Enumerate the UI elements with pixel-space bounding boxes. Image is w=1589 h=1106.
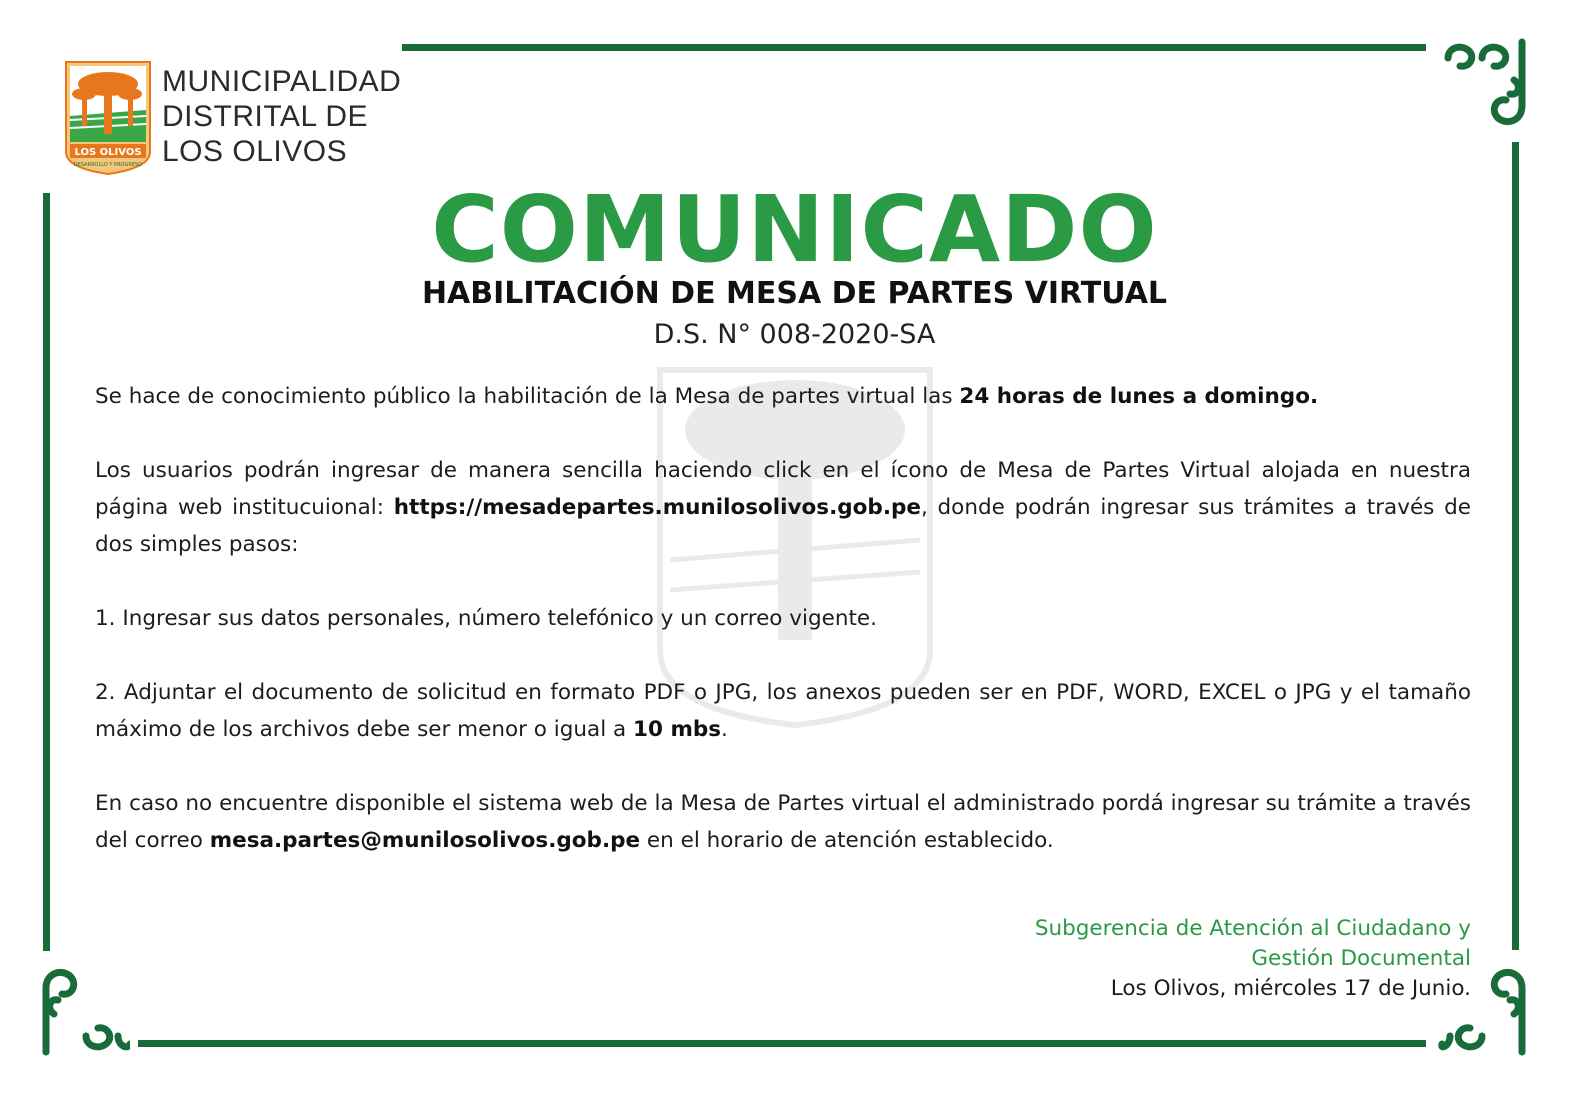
department-name: Subgerencia de Atención al Ciudadano y <box>1034 916 1471 941</box>
paragraph-text: Se hace de conocimiento público la habilitación de la Mesa de partes virtual las <box>95 384 960 409</box>
logo-text: LOS OLIVOS <box>74 147 142 158</box>
paragraph-text: en el horario de atención establecido. <box>640 828 1054 853</box>
municipality-name-line: MUNICIPALIDAD <box>162 65 402 98</box>
website-link[interactable]: https://mesadepartes.munilosolivos.gob.pe <box>393 495 921 520</box>
step-1 <box>95 600 1471 637</box>
step-text: . <box>721 717 728 742</box>
decree-number: D.S. N° 008-2020-SA <box>653 319 936 350</box>
notice-body <box>95 378 1471 896</box>
logo-tagline: DESARROLLO Y PROGRESO <box>73 162 143 168</box>
notice-title: COMUNICADO <box>431 176 1158 283</box>
municipality-name <box>162 64 401 169</box>
availability-hours: 24 horas de lunes a domingo. <box>959 384 1319 409</box>
paragraph-text: En caso no encuentre disponible el sistema web de la Mesa de Partes virtual el administrado pordá ingresar su trámite a través del correo <box>95 791 1471 853</box>
border-top <box>402 44 1426 51</box>
border-bottom <box>138 1040 1426 1047</box>
ornament-top-right-icon <box>1438 36 1534 132</box>
step-text: 2. Adjuntar el documento de solicitud en formato PDF o JPG, los anexos pueden ser en PDF, WORD, EXCEL o JPG y el tamaño máximo de los archivos debe ser menor o igual a <box>95 680 1471 742</box>
paragraph-text: , donde podrán ingresar sus trámites a través de dos simples pasos: <box>95 495 1471 557</box>
municipality-name-line: DISTRITAL DE <box>162 100 369 133</box>
municipality-name-line: LOS OLIVOS <box>162 135 348 168</box>
step-2 <box>95 674 1471 748</box>
paragraph-fallback <box>95 785 1471 859</box>
paragraph-availability <box>95 378 1471 415</box>
signature-block <box>1035 914 1471 1004</box>
max-file-size: 10 mbs <box>633 717 722 742</box>
email-link[interactable]: mesa.partes@munilosolivos.gob.pe <box>209 828 641 853</box>
step-text: 1. Ingresar sus datos personales, número telefónico y un correo vigente. <box>95 606 877 631</box>
date-line: Los Olivos, miércoles 17 de Junio. <box>1110 976 1471 1001</box>
ornament-bottom-left-icon <box>34 962 130 1058</box>
notice-subtitle: HABILITACIÓN DE MESA DE PARTES VIRTUAL <box>421 276 1168 311</box>
department-name: Gestión Documental <box>1251 946 1471 971</box>
municipality-logo-icon <box>64 60 152 176</box>
paragraph-instructions <box>95 452 1471 563</box>
paragraph-text: Los usuarios podrán ingresar de manera sencilla haciendo click en el ícono de Mesa de Partes Virtual alojada en nuestra página web institucuional: <box>95 458 1471 520</box>
